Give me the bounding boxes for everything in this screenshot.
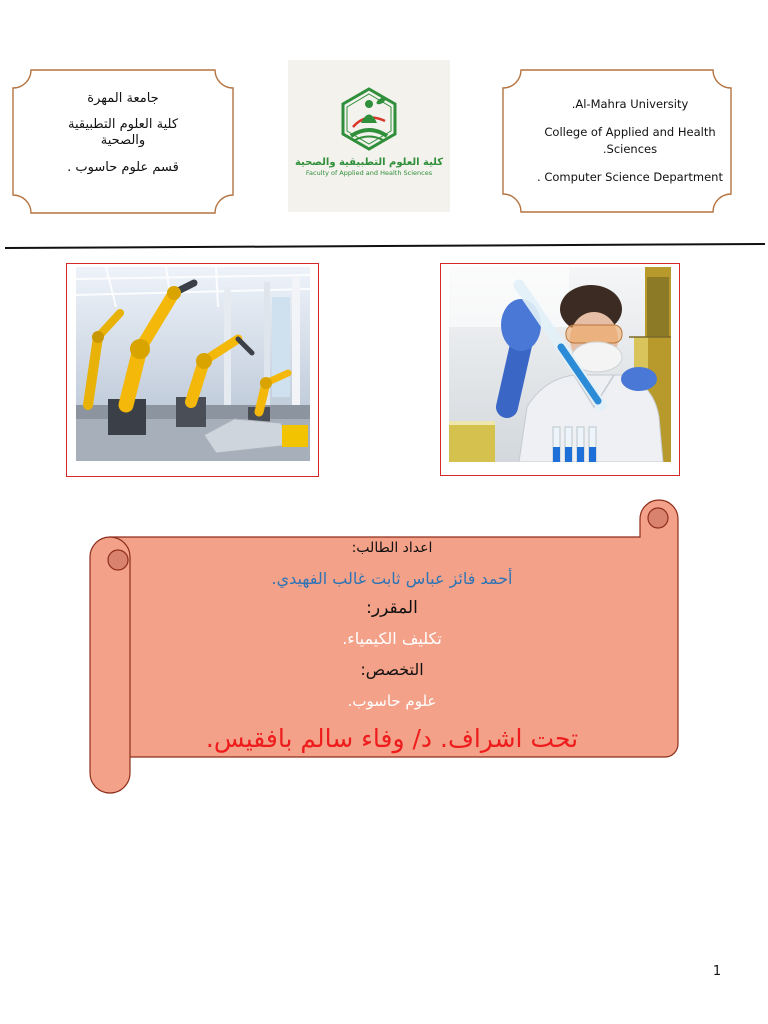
rack-tube-liquid xyxy=(589,447,596,462)
yellow-fixture xyxy=(282,425,308,447)
supervisor-line: تحت اشراف. د/ وفاء سالم بافقيس. xyxy=(205,724,579,753)
major-label: التخصص: xyxy=(360,660,424,679)
department-name-ar: قسم علوم حاسوب . xyxy=(67,160,179,175)
university-name-en: .Al-Mahra University xyxy=(571,97,689,111)
gloved-forearm xyxy=(507,345,521,407)
robotics-photo xyxy=(76,267,310,461)
divider-line xyxy=(5,244,765,248)
logo-text-ar: كلية العلوم التطبيقية والصحية xyxy=(294,157,444,168)
logo-text-en: Faculty of Applied and Health Sciences xyxy=(305,169,433,177)
student-name: أحمد فائز عباس ثابت غالب الفهيدي. xyxy=(271,569,513,588)
laboratory-photo xyxy=(449,267,671,462)
logo-figure-head xyxy=(365,100,373,108)
college-name-en-line1: College of Applied and Health xyxy=(544,125,716,139)
course-value: تكليف الكيمياء. xyxy=(342,629,442,648)
page-number: 1 xyxy=(712,964,722,979)
rack-tube-liquid xyxy=(577,447,584,462)
gloved-hand xyxy=(621,367,657,391)
student-label: اعداد الطالب: xyxy=(351,540,433,556)
safety-goggles xyxy=(566,325,622,343)
scroll-left-curl xyxy=(108,550,128,570)
college-name-en-line2: .Sciences xyxy=(602,142,658,156)
arm-joint xyxy=(92,331,104,343)
header-divider xyxy=(0,240,768,252)
reagent-bottle-top xyxy=(647,277,669,337)
arm-joint xyxy=(167,286,181,300)
scroll-left-roll xyxy=(90,537,130,793)
college-name-ar-line2: والصحية xyxy=(100,133,146,148)
logo-emblem-icon xyxy=(288,60,450,212)
arm-joint xyxy=(260,377,272,389)
rack-tube-liquid xyxy=(565,447,572,462)
arm-joint xyxy=(130,339,150,359)
faculty-logo xyxy=(288,60,450,212)
major-value: علوم حاسوب. xyxy=(347,692,437,710)
pillar xyxy=(292,277,300,427)
logo-figure-body xyxy=(361,115,377,124)
beaker xyxy=(449,425,495,462)
logo-book-arc xyxy=(351,130,387,136)
college-name-ar-line1: كلية العلوم التطبيقية xyxy=(67,117,179,132)
course-label: المقرر: xyxy=(366,598,418,618)
scroll-top-curl xyxy=(648,508,668,528)
university-name-ar: جامعة المهرة xyxy=(87,91,159,106)
arm-joint xyxy=(196,353,212,369)
department-name-en: . Computer Science Department xyxy=(537,170,723,184)
rack-tube-liquid xyxy=(553,447,560,462)
